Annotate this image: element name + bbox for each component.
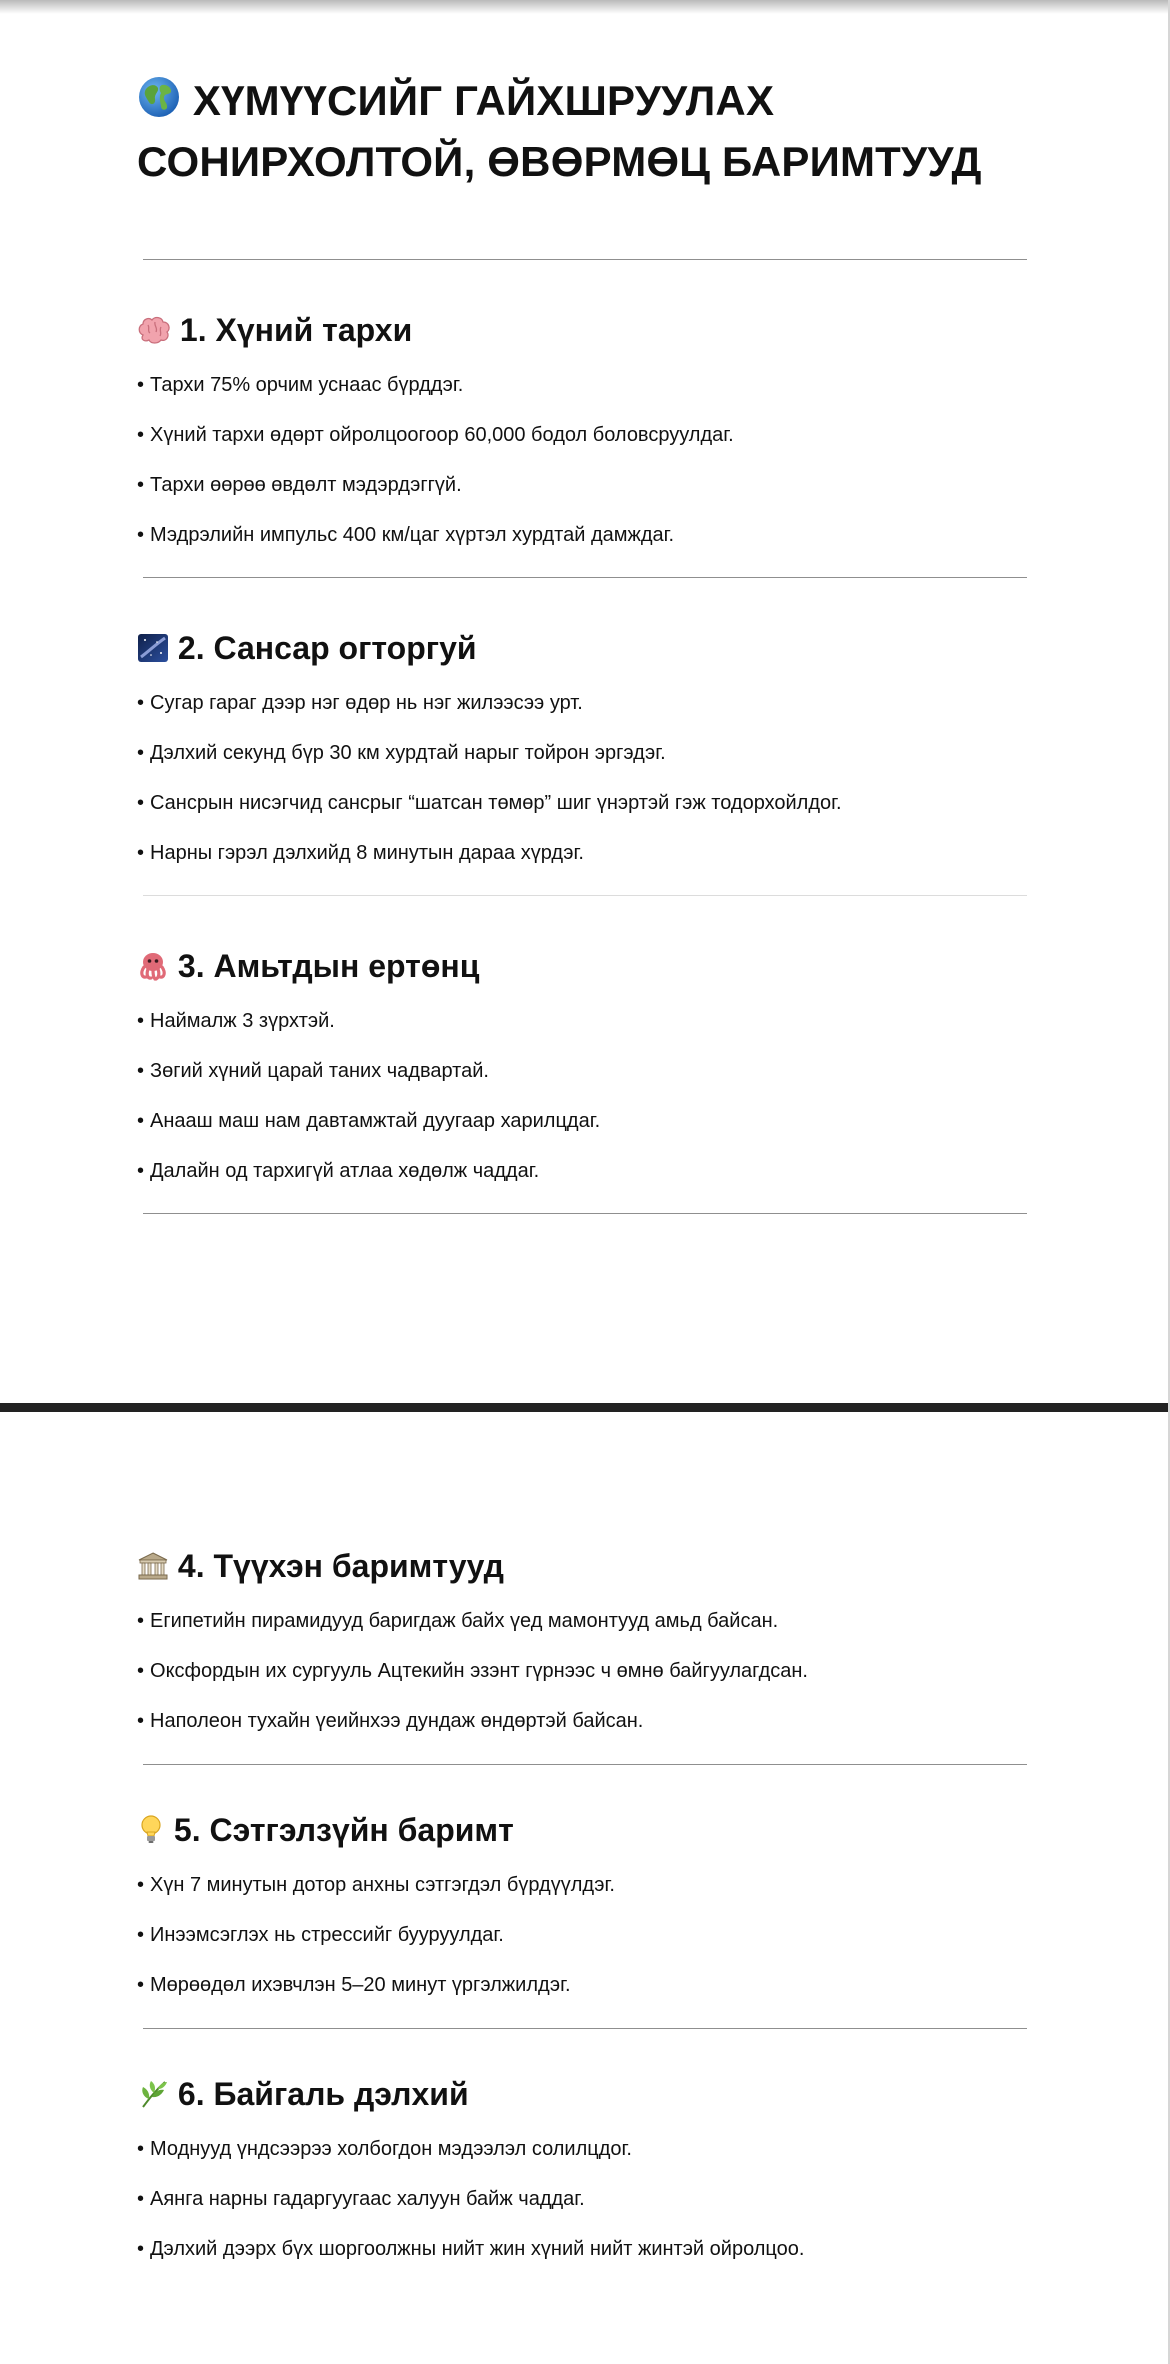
fact-list — [137, 372, 1037, 548]
bullet: • — [137, 692, 145, 714]
herb-icon — [137, 2078, 169, 2118]
fact-text: Хүн 7 минутын дотор анхны сэтгэгдэл бүрдүүлдэг. — [150, 1874, 615, 1896]
section-divider — [143, 895, 1027, 896]
classical-building-icon — [137, 1550, 169, 1590]
bullet: • — [137, 2238, 145, 2260]
fact-text: Сансрын нисэгчид сансрыг “шатсан төмөр” шиг үнэртэй гэж тодорхойлдог. — [150, 792, 842, 814]
octopus-icon — [137, 950, 169, 990]
page-1-content — [137, 72, 1037, 1214]
list-item — [137, 1922, 1037, 1948]
list-item — [137, 740, 1037, 766]
fact-text: Наполеон тухайн үеийнхээ дундаж өндөртэй байсан. — [150, 1710, 644, 1732]
milky-way-icon — [137, 632, 169, 672]
section-4 — [137, 1546, 1037, 1734]
section-title: 5. Сэтгэлзүйн баримт — [173, 1812, 514, 1848]
list-item — [137, 372, 1037, 398]
fact-text: Тархи 75% орчим уснаас бүрддэг. — [150, 374, 464, 396]
section-divider — [143, 2028, 1027, 2029]
bullet: • — [137, 1110, 145, 1132]
section-title: 6. Байгаль дэлхий — [177, 2076, 469, 2112]
list-item — [137, 1608, 1037, 1634]
fact-text: Анааш маш нам давтамжтай дуугаар харилцдаг. — [150, 1110, 601, 1132]
bullet: • — [137, 1660, 145, 1682]
page-break — [0, 1403, 1170, 1412]
section-3 — [137, 946, 1037, 1184]
bullet: • — [137, 2188, 145, 2210]
fact-text: Наймалж 3 зүрхтэй. — [150, 1010, 335, 1032]
fact-text: Мөрөөдөл ихэвчлэн 5–20 минут үргэлжилдэг. — [150, 1974, 571, 1996]
bullet: • — [137, 1710, 145, 1732]
bullet: • — [137, 1060, 145, 1082]
bullet: • — [137, 1160, 145, 1182]
list-item — [137, 2136, 1037, 2162]
fact-list — [137, 1008, 1037, 1184]
section-2 — [137, 628, 1037, 866]
section-heading — [137, 2074, 1037, 2118]
list-item — [137, 1108, 1037, 1134]
fact-text: Далайн од тархигүй атлаа хөдөлж чаддаг. — [150, 1160, 540, 1182]
bullet: • — [137, 842, 145, 864]
brain-icon — [137, 314, 171, 354]
bullet: • — [137, 374, 145, 396]
list-item — [137, 472, 1037, 498]
bullet: • — [137, 792, 145, 814]
list-item — [137, 1058, 1037, 1084]
bullet: • — [137, 1610, 145, 1632]
fact-text: Мэдрэлийн импульс 400 км/цаг хүртэл хурдтай дамждаг. — [150, 524, 675, 546]
section-heading — [137, 946, 1037, 990]
light-bulb-icon — [137, 1813, 165, 1854]
section-divider — [143, 577, 1027, 578]
title-line-2: СОНИРХОЛТОЙ, ӨВӨРМӨЦ БАРИМТУУД — [137, 138, 982, 185]
section-5 — [137, 1810, 1037, 1998]
fact-text: Нарны гэрэл дэлхийд 8 минутын дараа хүрдэг. — [150, 842, 584, 864]
fact-text: Оксфордын их сургууль Ацтекийн эзэнт гүрнээс ч өмнө байгуулагдсан. — [150, 1660, 808, 1682]
bullet: • — [137, 524, 145, 546]
bullet: • — [137, 2138, 145, 2160]
list-item — [137, 690, 1037, 716]
page-2 — [0, 1413, 1170, 2364]
section-divider — [143, 1764, 1027, 1765]
title-divider — [143, 259, 1027, 260]
list-item — [137, 422, 1037, 448]
fact-list — [137, 1608, 1037, 1734]
fact-text: Сугар гараг дээр нэг өдөр нь нэг жилээсээ урт. — [150, 692, 583, 714]
section-title: 3. Амьтдын ертөнц — [177, 948, 480, 984]
page-2-content — [137, 1546, 1037, 2292]
list-item — [137, 1158, 1037, 1184]
document-title — [137, 72, 1037, 190]
list-item — [137, 2236, 1037, 2262]
bullet: • — [137, 1924, 145, 1946]
bullet: • — [137, 474, 145, 496]
fact-text: Хүний тархи өдөрт ойролцоогоор 60,000 бодол боловсруулдаг. — [150, 424, 734, 446]
section-heading — [137, 1546, 1037, 1590]
fact-list — [137, 2136, 1037, 2262]
bullet: • — [137, 1974, 145, 1996]
fact-text: Египетийн пирамидууд баригдаж байх үед мамонтууд амьд байсан. — [150, 1610, 779, 1632]
fact-list — [137, 690, 1037, 866]
section-divider — [143, 1213, 1027, 1214]
section-title: 4. Түүхэн баримтууд — [177, 1548, 504, 1584]
section-title: 1. Хүний тархи — [179, 312, 413, 348]
fact-list — [137, 1872, 1037, 1998]
list-item — [137, 1872, 1037, 1898]
bullet: • — [137, 1010, 145, 1032]
list-item — [137, 1708, 1037, 1734]
section-heading — [137, 628, 1037, 672]
title-line-1: ХҮМҮҮСИЙГ ГАЙХШРУУЛАХ — [192, 77, 775, 124]
bullet: • — [137, 742, 145, 764]
list-item — [137, 522, 1037, 548]
section-1 — [137, 310, 1037, 548]
list-item — [137, 1972, 1037, 1998]
list-item — [137, 1008, 1037, 1034]
fact-text: Аянга нарны гадаргуугаас халуун байж чаддаг. — [150, 2188, 585, 2210]
globe-icon — [137, 75, 181, 133]
bullet: • — [137, 424, 145, 446]
fact-text: Дэлхий секунд бүр 30 км хурдтай нарыг тойрон эргэдэг. — [150, 742, 666, 764]
list-item — [137, 1658, 1037, 1684]
fact-text: Моднууд үндсээрээ холбогдон мэдээлэл солилцдог. — [150, 2138, 632, 2160]
list-item — [137, 790, 1037, 816]
list-item — [137, 840, 1037, 866]
fact-text: Инээмсэглэх нь стрессийг бууруулдаг. — [150, 1924, 504, 1946]
section-heading — [137, 1810, 1037, 1854]
fact-text: Тархи өөрөө өвдөлт мэдэрдэггүй. — [150, 474, 462, 496]
fact-text: Зөгий хүний царай таних чадвартай. — [150, 1060, 489, 1082]
bullet: • — [137, 1874, 145, 1896]
fact-text: Дэлхий дээрх бүх шоргоолжны нийт жин хүний нийт жинтэй ойролцоо. — [150, 2238, 805, 2260]
section-heading — [137, 310, 1037, 354]
section-6 — [137, 2074, 1037, 2262]
list-item — [137, 2186, 1037, 2212]
section-title: 2. Сансар огторгуй — [177, 630, 477, 666]
